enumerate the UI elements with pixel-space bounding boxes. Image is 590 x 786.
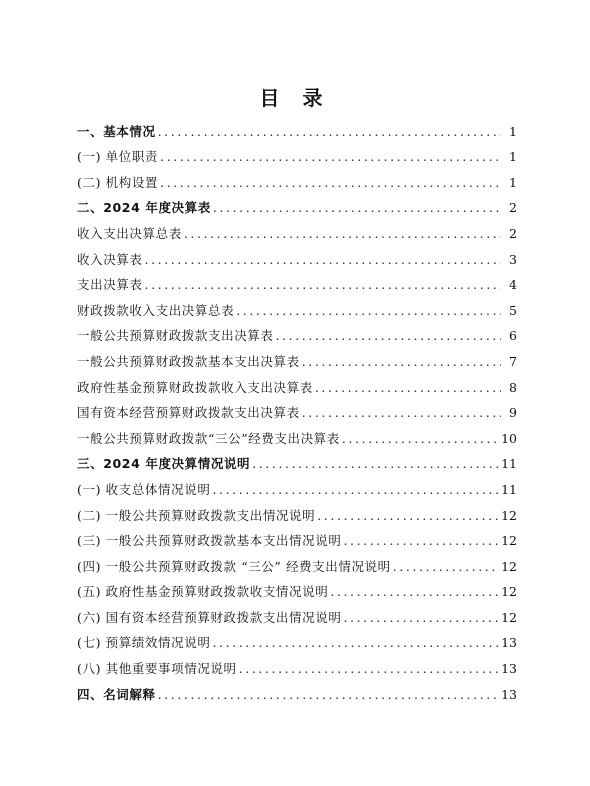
- toc-entry-page-number: 1: [509, 123, 517, 139]
- toc-entry[interactable]: [77, 216, 517, 242]
- toc-dot-leader: [393, 559, 499, 575]
- toc-dot-leader: [252, 456, 499, 472]
- toc-dot-leader: [343, 610, 499, 626]
- toc-entry-label: 国有资本经营预算财政拨款支出决算表: [77, 405, 300, 421]
- toc-entry-label: 支出决算表: [77, 277, 143, 293]
- toc-entry[interactable]: [77, 114, 517, 140]
- toc-entry-label: 财政拨款收入支出决算总表: [77, 302, 235, 318]
- toc-entry-page-number: 8: [509, 379, 517, 395]
- toc-entry-label: 一般公共预算财政拨款基本支出决算表: [77, 353, 300, 369]
- toc-entry-label: 收入决算表: [77, 251, 143, 267]
- toc-entry-label: 一般公共预算财政拨款“三公”经费支出决算表: [77, 430, 340, 446]
- toc-entry-page-number: 4: [509, 277, 517, 293]
- toc-entry[interactable]: [77, 421, 517, 447]
- toc-entry[interactable]: [77, 524, 517, 550]
- toc-entry-page-number: 2: [509, 225, 517, 241]
- toc-entry[interactable]: [77, 370, 517, 396]
- toc-dot-leader: [343, 533, 499, 549]
- toc-entry[interactable]: [77, 472, 517, 498]
- toc-entry-page-number: 10: [501, 430, 517, 446]
- toc-entry-page-number: 12: [501, 558, 517, 574]
- toc-entry-label: (三) 一般公共预算财政拨款基本支出情况说明: [77, 533, 342, 549]
- table-of-contents: [77, 114, 517, 703]
- toc-entry[interactable]: [77, 575, 517, 601]
- toc-entry-label: (二) 机构设置: [77, 174, 159, 190]
- toc-dot-leader: [317, 508, 499, 524]
- toc-dot-leader: [212, 482, 499, 498]
- toc-entry-label: 一般公共预算财政拨款支出决算表: [77, 328, 274, 344]
- toc-entry[interactable]: [77, 677, 517, 703]
- toc-entry-page-number: 9: [509, 405, 517, 421]
- toc-entry[interactable]: [77, 626, 517, 652]
- toc-dot-leader: [302, 405, 501, 421]
- toc-entry-page-number: 13: [501, 635, 517, 651]
- toc-entry[interactable]: [77, 319, 517, 345]
- toc-entry[interactable]: [77, 191, 517, 217]
- toc-entry-label: (四) 一般公共预算财政拨款 “三公” 经费支出情况说明: [77, 558, 391, 574]
- toc-entry[interactable]: [77, 651, 517, 677]
- toc-entry[interactable]: [77, 293, 517, 319]
- toc-entry[interactable]: [77, 242, 517, 268]
- toc-entry[interactable]: [77, 447, 517, 473]
- toc-dot-leader: [145, 277, 501, 293]
- toc-entry[interactable]: [77, 498, 517, 524]
- toc-entry[interactable]: [77, 268, 517, 294]
- toc-entry-page-number: 13: [501, 686, 517, 702]
- toc-dot-leader: [212, 635, 499, 651]
- page-title: 目 录: [259, 86, 331, 110]
- toc-entry-page-number: 11: [501, 481, 517, 497]
- toc-entry-label: (八) 其他重要事项情况说明: [77, 661, 237, 677]
- toc-dot-leader: [158, 124, 501, 140]
- toc-entry-label: 政府性基金预算财政拨款收入支出决算表: [77, 379, 313, 395]
- toc-entry-label: 一、基本情况: [77, 123, 156, 139]
- toc-dot-leader: [236, 303, 501, 319]
- toc-dot-leader: [342, 431, 499, 447]
- toc-entry-label: (七) 预算绩效情况说明: [77, 635, 211, 651]
- toc-entry-label: 三、2024 年度决算情况说明: [77, 456, 251, 472]
- toc-entry[interactable]: [77, 165, 517, 191]
- toc-entry-page-number: 12: [501, 584, 517, 600]
- toc-entry-label: (五) 政府性基金预算财政拨款收支情况说明: [77, 584, 329, 600]
- toc-entry-page-number: 1: [509, 149, 517, 165]
- toc-dot-leader: [276, 328, 501, 344]
- toc-entry-label: (一) 收支总体情况说明: [77, 481, 211, 497]
- toc-entry-page-number: 12: [501, 609, 517, 625]
- toc-dot-leader: [145, 252, 501, 268]
- toc-entry-label: (二) 一般公共预算财政拨款支出情况说明: [77, 507, 316, 523]
- toc-entry-label: (一) 单位职责: [77, 149, 159, 165]
- toc-entry-page-number: 6: [509, 328, 517, 344]
- toc-entry-page-number: 1: [509, 174, 517, 190]
- toc-entry-page-number: 11: [501, 456, 517, 472]
- toc-entry-page-number: 12: [501, 507, 517, 523]
- toc-entry-page-number: 2: [509, 200, 517, 216]
- toc-entry[interactable]: [77, 600, 517, 626]
- toc-dot-leader: [315, 380, 501, 396]
- toc-dot-leader: [330, 584, 499, 600]
- toc-dot-leader: [213, 200, 501, 216]
- toc-dot-leader: [160, 175, 501, 191]
- toc-entry-page-number: 7: [509, 353, 517, 369]
- toc-dot-leader: [158, 687, 499, 703]
- toc-entry-page-number: 5: [509, 302, 517, 318]
- toc-entry-label: 四、名词解释: [77, 686, 156, 702]
- toc-entry-page-number: 12: [501, 533, 517, 549]
- toc-entry-label: 二、2024 年度决算表: [77, 200, 211, 216]
- toc-entry-page-number: 13: [501, 661, 517, 677]
- toc-entry-page-number: 3: [509, 251, 517, 267]
- toc-entry-label: 收入支出决算总表: [77, 225, 182, 241]
- toc-entry[interactable]: [77, 396, 517, 422]
- toc-entry[interactable]: [77, 140, 517, 166]
- toc-dot-leader: [302, 354, 501, 370]
- toc-entry[interactable]: [77, 549, 517, 575]
- toc-dot-leader: [239, 661, 499, 677]
- toc-entry-label: (六) 国有资本经营预算财政拨款支出情况说明: [77, 609, 342, 625]
- toc-entry[interactable]: [77, 344, 517, 370]
- toc-dot-leader: [160, 149, 501, 165]
- toc-dot-leader: [184, 226, 501, 242]
